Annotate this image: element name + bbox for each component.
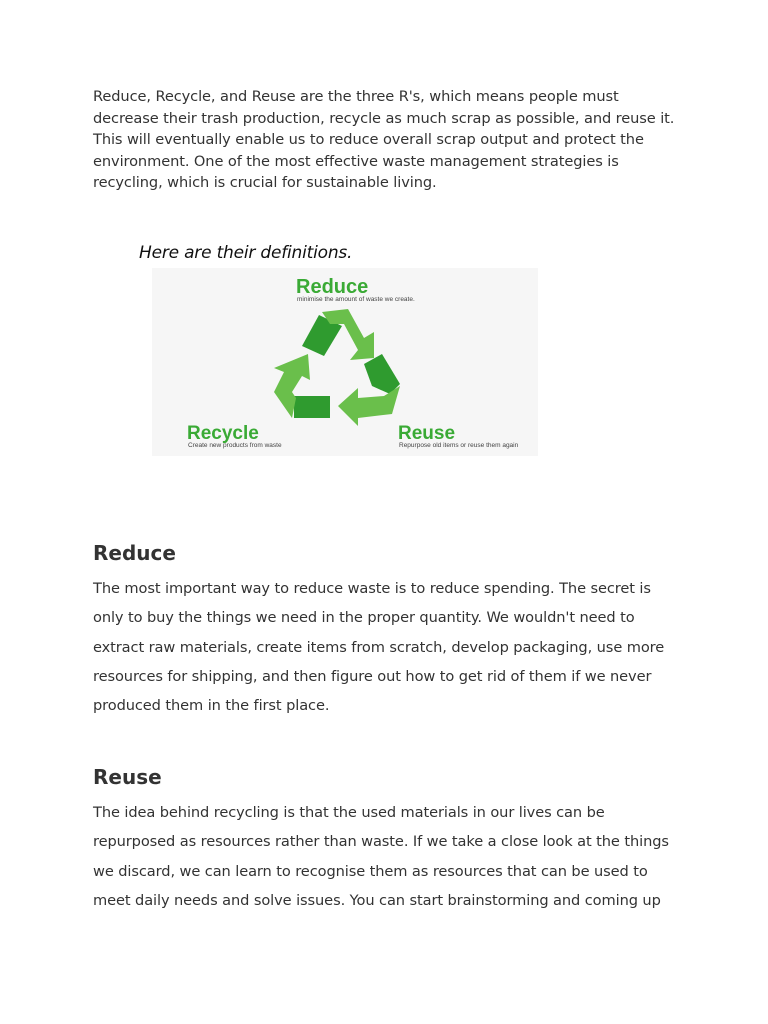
section-body-reduce: The most important way to reduce waste is to reduce spending. The secret is only to buy the things we need in the proper quantity. We wouldn't need to extract raw materials, create items from scratch, develop packaging, use more resources for shipping, and then figure out how to get rid of them if we never produced them in the first place. — [93, 580, 665, 715]
section-body-reuse: The idea behind recycling is that the used materials in our lives can be repurposed as resources rather than waste. If we take a close look at the things we discard, we can learn to recognise them as resources that can be used to meet daily needs and solve issues. You can start brainstorming and coming up — [93, 804, 669, 909]
diagram-reuse-title: Reuse — [398, 423, 456, 444]
recycle-arrows-icon — [274, 309, 400, 426]
diagram-reuse-caption: Repurpose old items or reuse them again — [399, 442, 519, 449]
diagram-recycle-title: Recycle — [187, 423, 259, 444]
intro-paragraph: Reduce, Recycle, and Reuse are the three R's, which means people must decrease their trash production, recycle as much scrap as possible, and reuse it. This will eventually enable us to reduce overall scrap output and protect the environment. One of the most effective waste management strategies is recycling, which is crucial for sustainable living. — [93, 88, 675, 191]
diagram-recycle-caption: Create new products from waste — [188, 442, 282, 449]
diagram-reduce-title: Reduce — [296, 276, 369, 298]
three-rs-diagram — [152, 268, 538, 456]
definitions-caption: Here are their definitions. — [139, 243, 353, 263]
diagram-reduce-caption: minimise the amount of waste we create. — [297, 296, 415, 303]
section-heading-reduce: Reduce — [93, 541, 176, 565]
section-heading-reuse: Reuse — [93, 765, 162, 789]
